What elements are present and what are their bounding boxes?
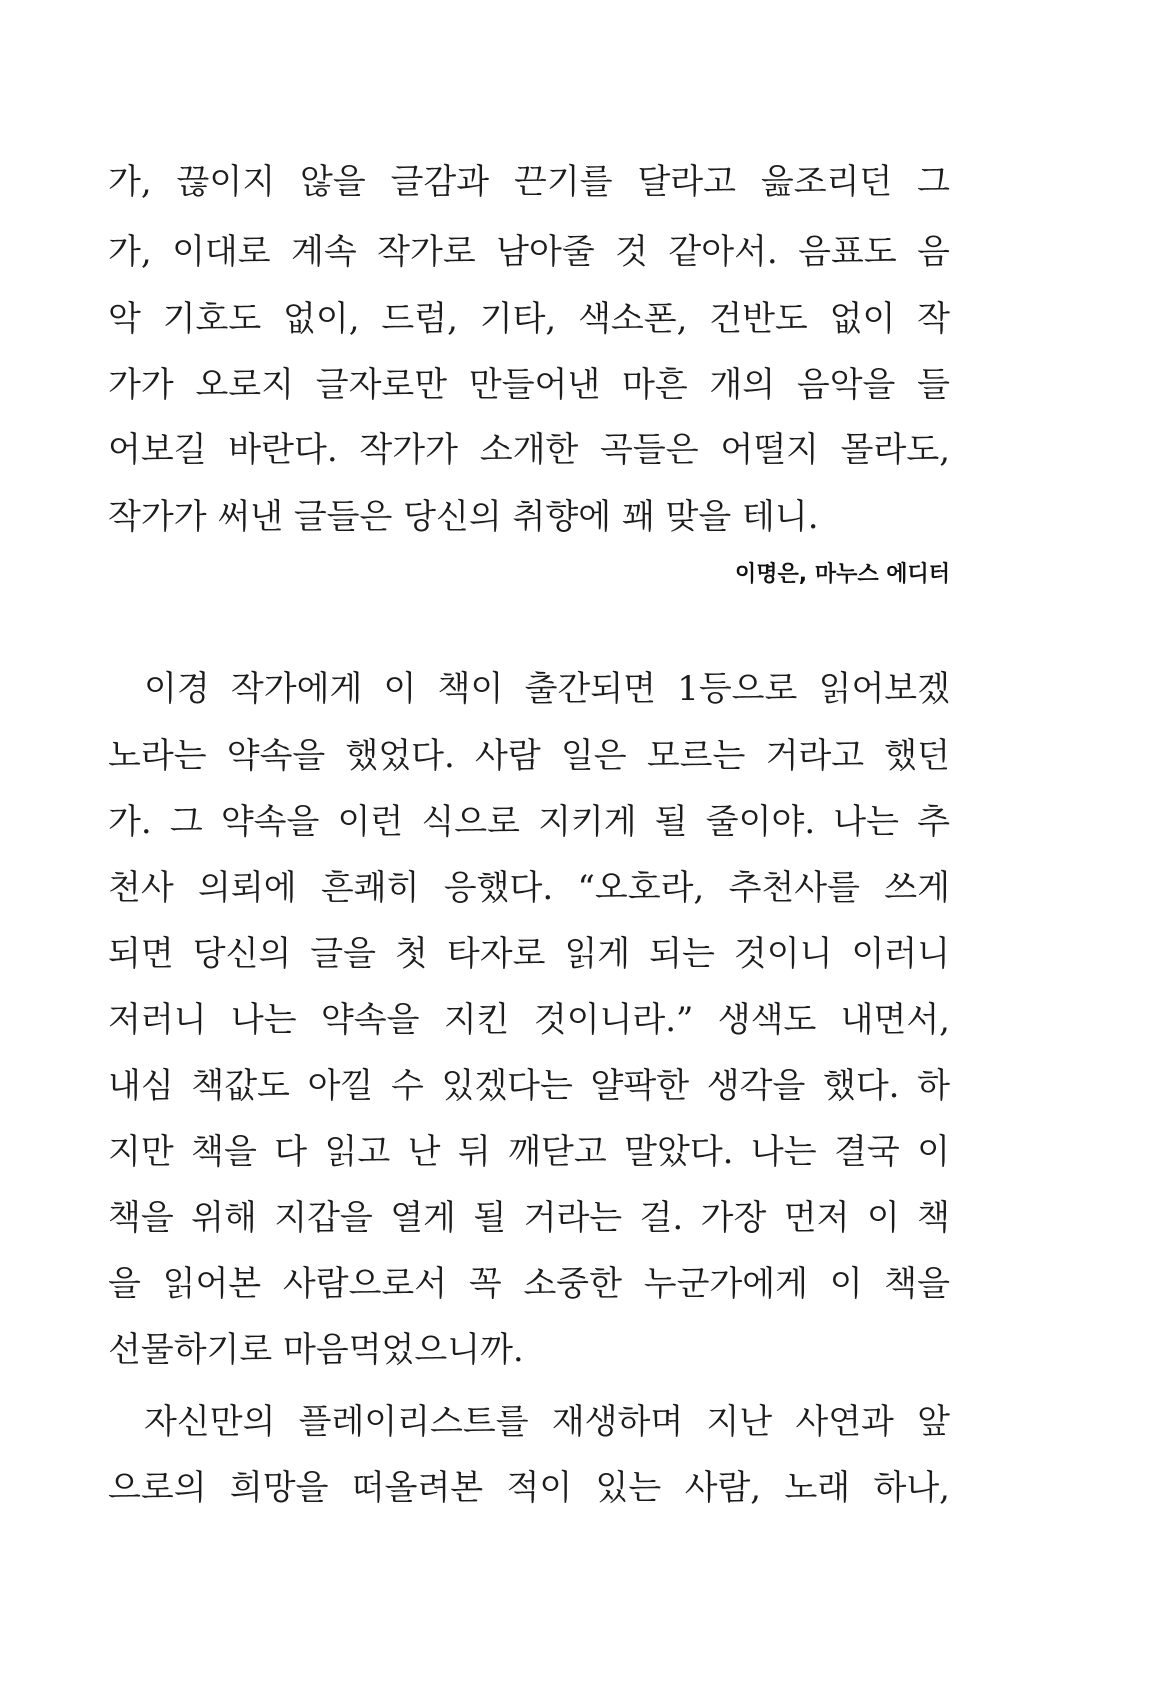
recommender-attribution: 이명은, 마누스 에디터 — [735, 562, 950, 587]
body-text-line: 악 기호도 없이, 드럼, 기타, 색소폰, 건반도 없이 작 — [108, 299, 950, 339]
body-text-line: 선물하기로 마음먹었으니까. — [108, 1330, 524, 1370]
body-text-line: 어보길 바란다. 작가가 소개한 곡들은 어떨지 몰라도, — [108, 430, 950, 470]
body-text-line: 천사 의뢰에 흔쾌히 응했다. “오호라, 추천사를 쓰게 — [108, 868, 950, 908]
body-text-line: 되면 당신의 글을 첫 타자로 읽게 되는 것이니 이러니 — [108, 934, 950, 974]
body-text-line: 작가가 써낸 글들은 당신의 취향에 꽤 맞을 테니. — [108, 497, 819, 537]
body-text-line: 지만 책을 다 읽고 난 뒤 깨닫고 말았다. 나는 결국 이 — [108, 1132, 950, 1172]
paragraph-first-line: 이경 작가에게 이 책이 출간되면 1등으로 읽어보겠 — [144, 669, 950, 709]
body-text-line: 가, 끊이지 않을 글감과 끈기를 달라고 읊조리던 그 — [108, 162, 950, 202]
paragraph-first-line: 자신만의 플레이리스트를 재생하며 지난 사연과 앞 — [144, 1402, 950, 1442]
body-text-line: 저러니 나는 약속을 지킨 것이니라.” 생색도 내면서, — [108, 1000, 950, 1040]
body-text-line: 노라는 약속을 했었다. 사람 일은 모르는 거라고 했던 — [108, 736, 950, 776]
body-text-line: 가, 이대로 계속 작가로 남아줄 것 같아서. 음표도 음 — [108, 232, 950, 272]
body-text-line: 을 읽어본 사람으로서 꼭 소중한 누군가에게 이 책을 — [108, 1264, 950, 1304]
body-text-line: 가가 오로지 글자로만 만들어낸 마흔 개의 음악을 들 — [108, 365, 950, 405]
body-text-line: 으로의 희망을 떠올려본 적이 있는 사람, 노래 하나, — [108, 1468, 950, 1508]
body-text-line: 책을 위해 지갑을 열게 될 거라는 걸. 가장 먼저 이 책 — [108, 1198, 950, 1238]
body-text-line: 가. 그 약속을 이런 식으로 지키게 될 줄이야. 나는 추 — [108, 802, 950, 842]
body-text-line: 내심 책값도 아낄 수 있겠다는 얄팍한 생각을 했다. 하 — [108, 1066, 950, 1106]
